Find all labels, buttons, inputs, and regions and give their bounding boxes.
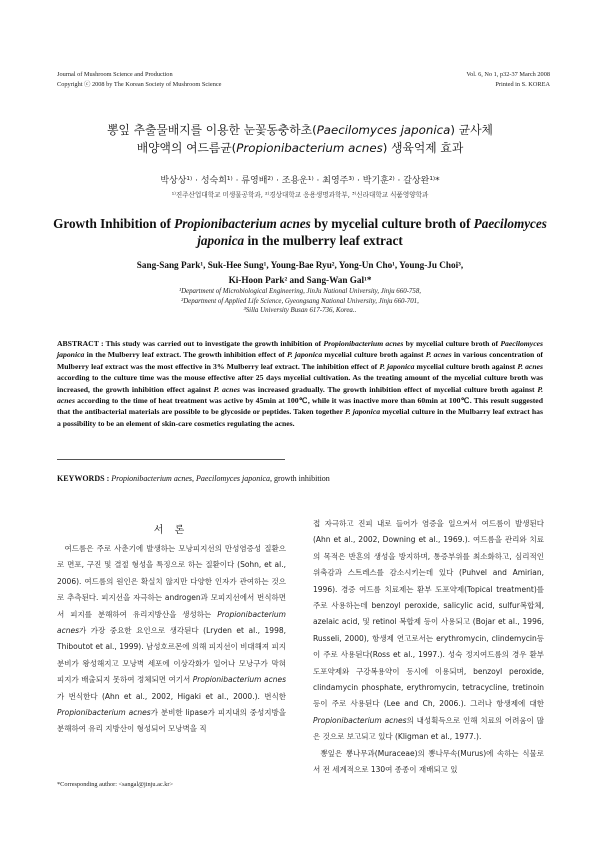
body-text: 가 가장 중요한 요인으로 생각된다 (Lryden et al., 1998, Thiboutot et al., 1999). 남성호르몬에 의해 피지선이 비대해져 피지분비가 왕성해지고 모낭벽 세포에 이상각화가 일어나 모낭구가 막혀 피지가 배출되지 못하여 정체되면 여기서	[57, 626, 286, 685]
abstract-species: Paecilomyces japonica	[57, 339, 544, 360]
abstract-species: P. japonica	[344, 407, 381, 417]
body-text: 가 번식한다 (Ahn et al., 2002, Higaki et al., 2000.). 번식한	[57, 691, 286, 701]
abstract-text: mycelial culture broth against	[322, 350, 426, 360]
english-authors-line1: Sang-Sang Park¹, Suk-Hee Sung¹, Young-Bae Ryu², Yong-Un Cho¹, Young-Ju Choi³,	[136, 260, 464, 270]
body-text: 의 내성획득으로 인해 치료의 어려움이 많은 것으로 보고되고 있다 (Kligman et al., 1977.).	[313, 715, 544, 742]
left-column-text	[57, 541, 286, 738]
korean-title-species1: Paecilomyces japonica	[316, 123, 451, 137]
english-title-species1: Propionibacterium acnes	[174, 216, 311, 231]
journal-header-left	[57, 70, 221, 89]
body-text: 뽕잎은 뽕나무과(Muraceae)의 뽕나무속(Murus)에 속하는 식물로서 전 세계적으로 130여 종종이 재배되고 있	[313, 748, 544, 775]
korean-title-line2	[40, 139, 560, 157]
right-column-text	[313, 516, 544, 779]
corresponding-author-footnote: *Corresponding author: <sangal@jinju.ac.kr>	[57, 781, 174, 788]
abstract	[57, 338, 543, 429]
journal-name: Journal of Mushroom Science and Production	[57, 71, 173, 78]
korean-title-line2-pre: 배양액의 여드름균(	[136, 141, 237, 155]
korean-title-line2-post: ) 생육억제 효과	[382, 141, 464, 155]
korean-authors: 박상상¹⁾ · 성숙희¹⁾ · 류영배²⁾ · 조용운¹⁾ · 최영주³⁾ · 박기훈²⁾ · 갈상완¹⁾*	[160, 176, 440, 186]
english-affiliations	[50, 287, 550, 316]
affiliation-3: ³Silla University Busan 617-736, Korea..	[243, 307, 357, 315]
abstract-text: mycelial culture broth against	[414, 361, 518, 371]
right-paragraph-2	[313, 746, 544, 779]
abstract-species: P. japonica	[379, 361, 415, 371]
divider-rule	[57, 459, 285, 460]
english-authors	[50, 258, 550, 288]
body-species: Propionibacterium acnes	[57, 609, 286, 636]
printed-in: Printed in S. KOREA	[495, 80, 550, 88]
english-title-species2: Paecilomyces japonica	[197, 216, 547, 248]
affiliation-1: ¹Department of Microbiological Engineering, JinJu National University, Jinju 660-758,	[179, 288, 421, 295]
body-species: Propionibacterium acnes	[192, 675, 286, 685]
affiliation-2: ²Department of Applied Life Science, Gyeongsang National University, Jinju 660-701,	[181, 297, 419, 305]
keywords-label: KEYWORDS :	[57, 474, 110, 483]
korean-title-line1-post: ) 균사체	[450, 123, 493, 137]
english-title-mid: by mycelial culture broth of	[310, 216, 474, 231]
abstract-label: ABSTRACT :	[57, 339, 104, 348]
keywords-species: Propionibacterium acnes, Paecilomyces japonica,	[109, 474, 273, 483]
copyright-line: Copyright ⓒ 2008 by The Korean Society of Mushroom Science	[57, 80, 222, 88]
abstract-species: Propionibacterium acnes	[323, 339, 404, 348]
english-title-post: in the mulberry leaf extract	[244, 233, 403, 248]
abstract-species: P. japonica	[286, 350, 323, 360]
english-authors-line2: Ki-Hoon Park² and Sang-Wan Gal¹*	[228, 275, 372, 285]
abstract-species: P. acnes	[213, 384, 240, 394]
abstract-text: This study was carried out to investigate the growth inhibition of	[103, 339, 324, 348]
abstract-text: in the Mulberry leaf extract. The growth inhibition effect of	[84, 350, 287, 360]
korean-affiliations: ¹⁾진주산업대학교 미생물공학과, ²⁾경상대학교 응용생명과학부, ³⁾신라대학교 식품영양학과	[171, 191, 429, 199]
body-text: 가 분비한 lipase가 피지내의 중성지방을 분해하여 유리 지방산이 형성되어 모낭벽을 직	[57, 708, 286, 734]
right-paragraph-1	[313, 516, 544, 746]
body-species: Propionibacterium acnes	[57, 708, 151, 718]
body-species: Propionibacterium acnes	[313, 715, 407, 725]
abstract-species: P. acnes	[517, 361, 544, 371]
abstract-text: according to the culture time was the mouse effective after 25 days mycelial cultivation. As the treating amount of the mycelial culture broth was increased, the growth inhibition effect against	[57, 373, 543, 394]
korean-title-line1	[40, 121, 560, 139]
journal-header-right	[466, 70, 550, 89]
abstract-species: P. acnes	[425, 350, 452, 360]
abstract-text: by mycelial culture broth of	[403, 339, 501, 348]
abstract-species: P. acnes	[57, 384, 544, 406]
abstract-text: according to the time of heat treatment was active by 45min at 100℃, while it was inactive more than 60min at 100℃. This result suggested that the antibacterial materials are possible to be glycoside or peptides. Taken together	[57, 396, 543, 417]
keywords-rest: growth inhibition	[272, 474, 330, 483]
abstract-text: in various concentration of Mulberry leaf extract was the most effective in 3% Mulberry leaf extract. The inhibition effect of	[57, 350, 543, 371]
body-text: 접 자극하고 진피 내로 들어가 염증을 일으켜서 여드름이 발생된다 (Ahn et al., 2002, Downing et al., 1969.). 여드름을 관리와 치료의 목적은 반흔의 생성을 방지하며, 통증부위를 최소화하고, 심리적인 위축감과 스트레스를 감소시키는데 있다 (Puhvel and Amirian, 1996). 경증 여드름 치료제는 환부 도포약제(Topical treatment)를 주로 사용하는데 benzoyl peroxide, salicylic acid, sulfur복합체, azelaic acid, 및 retinol 복합제 등이 사용되고 (Bojar et al., 1996, Russeli, 2000), 항생제 연고로서는 erythromycin, clindemycin등이 주로 사용된다(Ross et al., 1997.). 성숙 정지여드름의 경우 환부 도포약제와 구강복용약이 동시에 이용되며, benzoyl peroxide, clindamycin phosphate, erythromycin, tetracycline, tretinoin등이 주로 사용된다 (Lee and Ch, 2006.). 그러나 항생제에 대한	[313, 519, 544, 709]
section-title-introduction: 서 론	[153, 525, 189, 536]
abstract-text: was increased gradually. The growth inhibition effect of mycelial culture broth against	[240, 384, 538, 394]
english-title-pre: Growth Inhibition of	[53, 216, 175, 231]
korean-title-species2: Propionibacterium acnes	[236, 141, 383, 155]
body-text: 여드름은 주로 사춘기에 발생하는 모낭피지선의 만성염증성 질환으로 면포, 구진 및 결절 형성을 특징으로 하는 질환이다 (Sohn, et al., 2006). 여드름의 원인은 확실치 않지만 다양한 인자가 관여하는 것으로 추측된다. 피지선을 자극하는 androgen과 모피지선에서 번식하면서 피지를 분해하여 유리지방산을 생성하는	[57, 544, 286, 619]
volume-info: Vol. 6, No 1, p32-37 March 2008	[466, 71, 550, 78]
abstract-text: mycelial culture in the Mulbarry leaf extract has a possibility to be an element of skin-care cosmetics regulating the acnes.	[57, 407, 543, 428]
korean-title	[40, 121, 560, 157]
keywords	[57, 474, 543, 483]
english-title	[50, 215, 550, 249]
korean-title-line1-pre: 뽕잎 추출물배지를 이용한 눈꽃동충하초(	[107, 123, 317, 137]
